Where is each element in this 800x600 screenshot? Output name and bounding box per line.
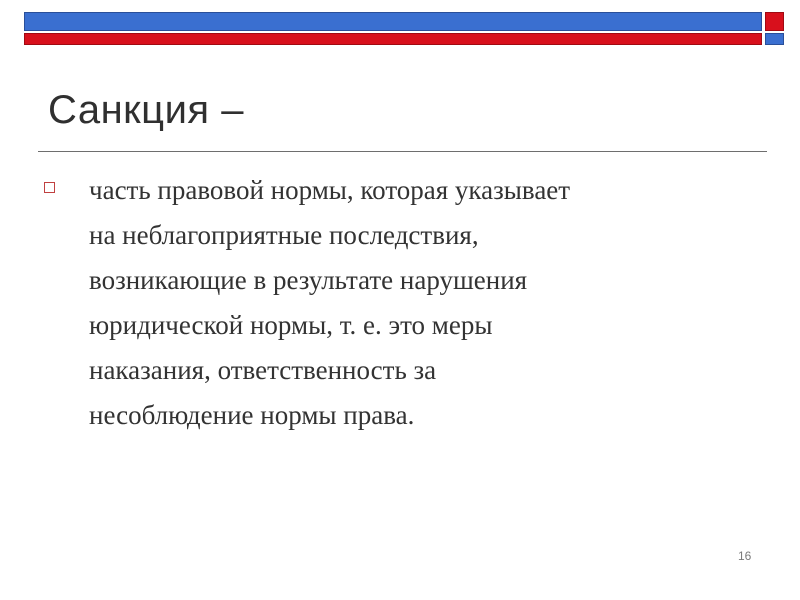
top-blue-band <box>24 12 762 31</box>
top-red-band <box>24 33 762 45</box>
corner-blue-square <box>765 33 784 45</box>
page-number: 16 <box>738 549 752 563</box>
bullet-text-line: юридической нормы, т. е. это меры <box>89 310 493 340</box>
bullet-text-line: возникающие в результате нарушения <box>89 265 528 295</box>
corner-red-square <box>765 12 784 31</box>
bullet-text-line: наказания, ответственность за <box>89 355 437 385</box>
bullet-text-line: часть правовой нормы, которая указывает <box>89 175 571 205</box>
bullet-text-line: на неблагоприятные последствия, <box>89 220 479 250</box>
bullet-text <box>89 168 769 438</box>
slide-title: Санкция – <box>48 88 244 132</box>
title-divider <box>38 151 767 152</box>
bullet-text-line: несоблюдение нормы права. <box>89 400 415 430</box>
square-bullet-icon <box>44 182 55 193</box>
